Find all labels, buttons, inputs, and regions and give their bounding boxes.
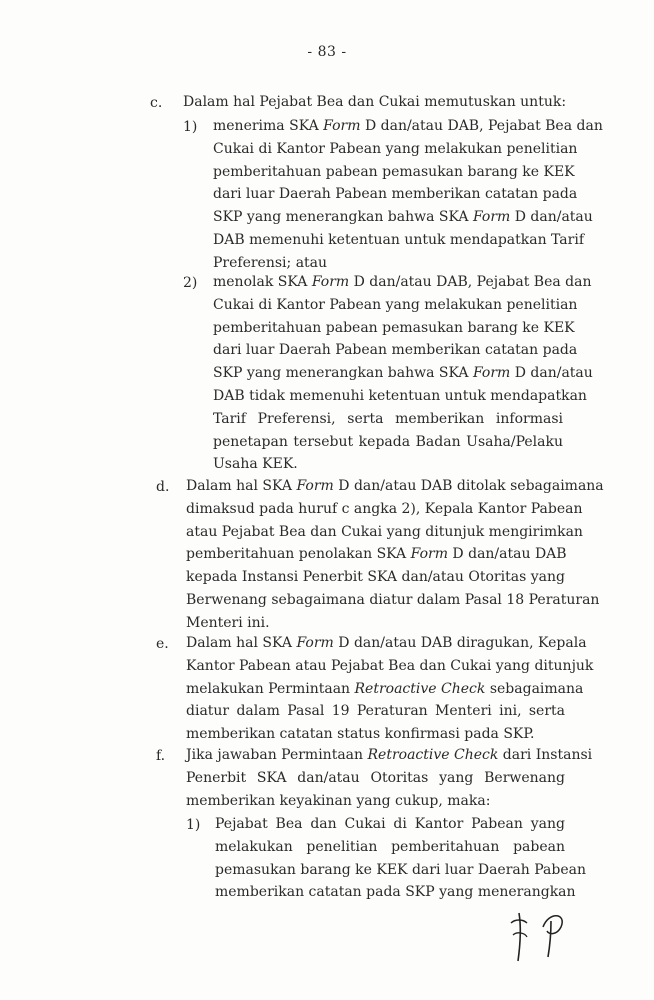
paragraph-line: SKP yang menerangkan bahwa SKA Form D dan/atau — [213, 209, 593, 226]
paragraph-line: pemasukan barang ke KEK dari luar Daerah Pabean — [215, 861, 586, 878]
paragraph-line: Cukai di Kantor Pabean yang melakukan penelitian — [213, 296, 578, 313]
paragraph-line: kepada Instansi Penerbit SKA dan/atau Otoritas yang — [186, 569, 565, 586]
italic-term: Form — [311, 274, 350, 290]
paragraph-line: dari luar Daerah Pabean memberikan catatan pada — [213, 342, 578, 359]
italic-term: Retroactive Check — [367, 747, 499, 763]
italic-term: Form — [296, 478, 334, 494]
paragraph-line: pemberitahuan pabean pemasukan barang ke KEK — [213, 319, 575, 336]
paragraph-line: memberikan keyakinan yang cukup, maka: — [186, 792, 491, 809]
paragraph-line: melakukan penelitian pemberitahuan pabean — [215, 838, 565, 855]
paragraph-line: Dalam hal SKA Form D dan/atau DAB ditolak sebagaimana — [186, 478, 604, 494]
italic-term: Form — [472, 365, 511, 382]
paragraph-line: DAB memenuhi ketentuan untuk mendapatkan Tarif — [213, 232, 584, 248]
paragraph-line: menerima SKA Form D dan/atau DAB, Pejabat Bea dan — [213, 118, 603, 134]
paragraph-line: Dalam hal Pejabat Bea dan Cukai memutuskan untuk: — [183, 94, 567, 110]
item-marker: 1) — [183, 119, 198, 135]
initials-signature — [505, 905, 575, 965]
paragraph-line: Menteri ini. — [186, 614, 270, 631]
paragraph-line: Cukai di Kantor Pabean yang melakukan penelitian — [213, 140, 578, 157]
paragraph-line: pemberitahuan penolakan SKA Form D dan/atau DAB — [186, 546, 567, 563]
item-marker: d. — [156, 479, 170, 495]
paragraph-line: SKP yang menerangkan bahwa SKA Form D dan/atau — [213, 365, 593, 382]
paragraph-line: Preferensi; atau — [213, 254, 328, 271]
paragraph-line: Usaha KEK. — [213, 456, 298, 473]
paragraph-line: melakukan Permintaan Retroactive Check sebagaimana — [186, 680, 584, 697]
paragraph-line: penetapan tersebut kepada Badan Usaha/Pelaku — [213, 433, 563, 450]
paragraph-line: Tarif Preferensi, serta memberikan informasi — [213, 410, 563, 427]
italic-term: Form — [410, 546, 448, 563]
italic-term: Form — [323, 118, 361, 134]
paragraph-line: dimaksud pada huruf c angka 2), Kepala Kantor Pabean — [186, 500, 583, 517]
paragraph-line: Kantor Pabean atau Pejabat Bea dan Cukai yang ditunjuk — [186, 657, 594, 674]
italic-term: Form — [296, 635, 334, 651]
paragraph-line: DAB tidak memenuhi ketentuan untuk mendapatkan — [213, 388, 587, 404]
paragraph-line: dari luar Daerah Pabean memberikan catatan pada — [213, 186, 578, 203]
page-number: - 83 - — [307, 44, 347, 60]
paragraph-line: Dalam hal SKA Form D dan/atau DAB diragukan, Kepala — [186, 635, 587, 651]
paragraph-line: Jika jawaban Permintaan Retroactive Check dari Instansi — [186, 747, 593, 763]
item-marker: c. — [150, 95, 163, 111]
paragraph-line: atau Pejabat Bea dan Cukai yang ditunjuk mengirimkan — [186, 523, 583, 540]
item-marker: e. — [156, 636, 169, 652]
paragraph-line: memberikan catatan pada SKP yang menerangkan — [215, 884, 576, 901]
item-marker: 1) — [186, 817, 201, 833]
italic-term: Form — [472, 209, 511, 226]
paragraph-line: pemberitahuan pabean pemasukan barang ke KEK — [213, 163, 575, 180]
item-marker: f. — [156, 748, 166, 764]
item-marker: 2) — [183, 275, 198, 291]
paragraph-line: diatur dalam Pasal 19 Peraturan Menteri ini, serta — [186, 703, 565, 720]
paragraph-line: Pejabat Bea dan Cukai di Kantor Pabean yang — [215, 816, 565, 832]
paragraph-line: memberikan catatan status konfirmasi pada SKP. — [186, 726, 535, 743]
italic-term: Retroactive Check — [354, 680, 486, 697]
paragraph-line: menolak SKA Form D dan/atau DAB, Pejabat Bea dan — [213, 274, 592, 290]
paragraph-line: Berwenang sebagaimana diatur dalam Pasal 18 Peraturan — [186, 592, 600, 608]
paragraph-line: Penerbit SKA dan/atau Otoritas yang Berwenang — [186, 769, 565, 786]
